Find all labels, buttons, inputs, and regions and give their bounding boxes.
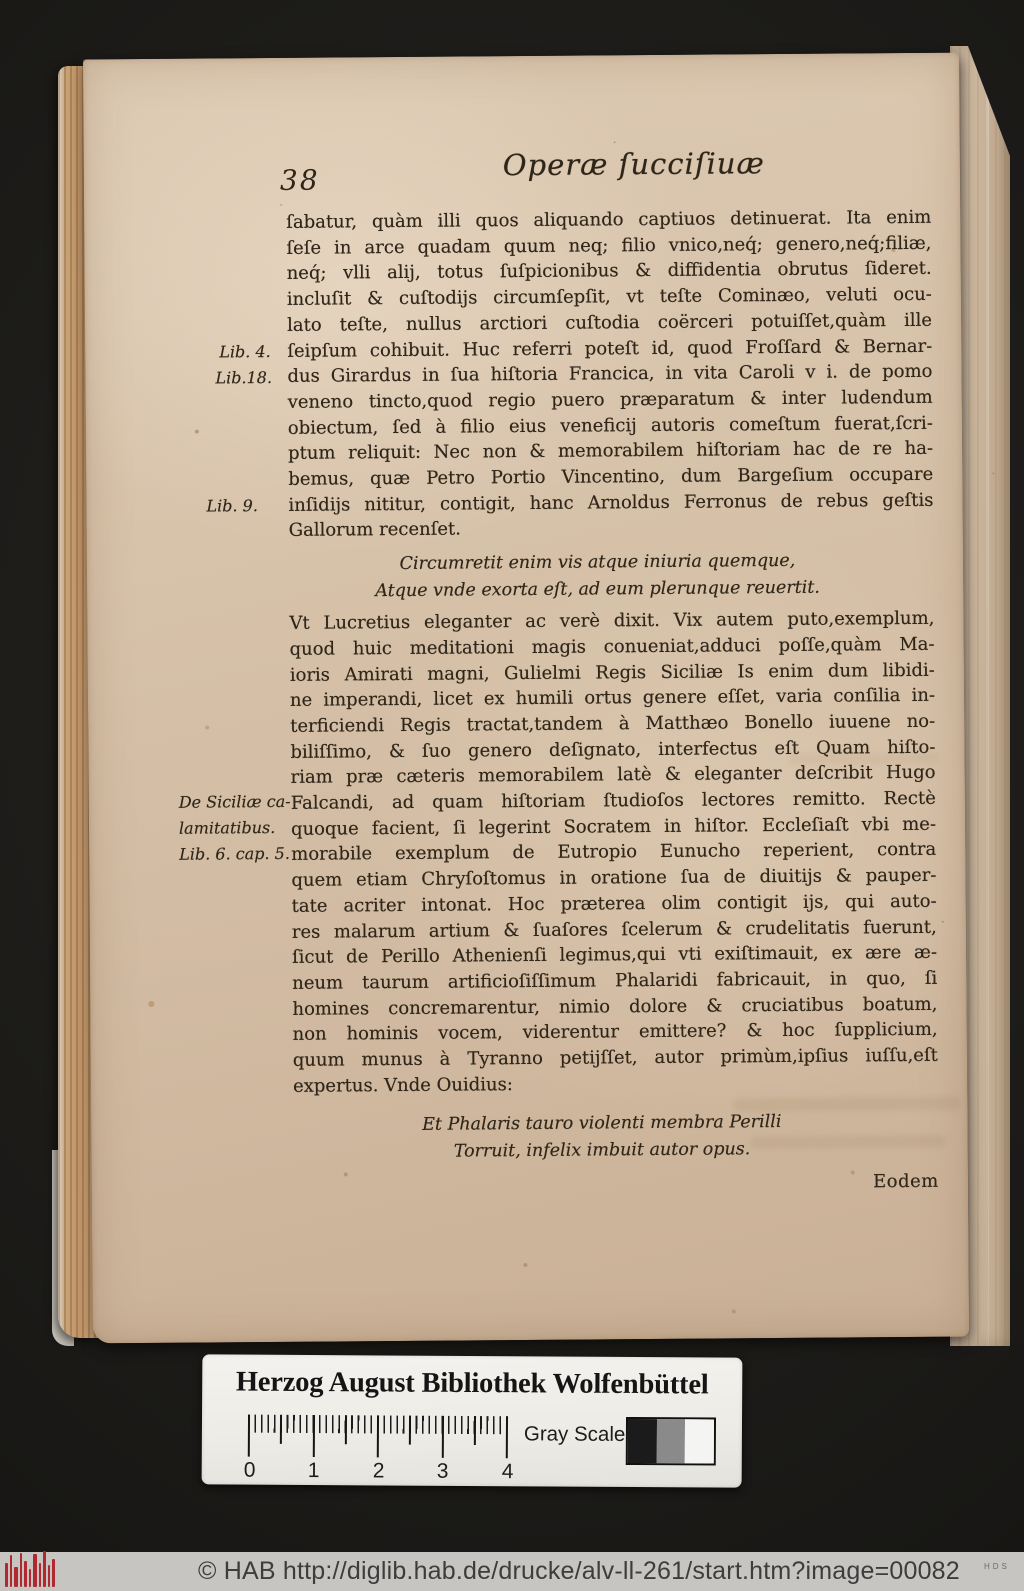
- body-line: ioris Amirati magni, Gulielmi Regis Siciliæ Is enim dum libidi-: [289, 659, 935, 686]
- ruler-number: 3: [436, 1459, 449, 1483]
- ruler-half-tick: [409, 1416, 411, 1445]
- ruler-number: 2: [372, 1459, 385, 1483]
- body-line: ptum reliquit: Nec non & memorabilem hiſtoriam hac de re ha-: [287, 438, 934, 465]
- copyright-strip: [0, 1552, 1024, 1591]
- ruler-half-tick: [474, 1416, 476, 1445]
- ruler-major-tick: [377, 1415, 380, 1457]
- margin-note-lib9: Lib. 9.: [206, 496, 258, 516]
- body-line: ſabatur, quàm illi quos aliquando captiuos detinuerat. Ita enim: [286, 206, 932, 233]
- gray-scale-black: [628, 1419, 657, 1463]
- body-line: ſeipſum cohibuit. Huc referri poteſt id, quod Froſſard & Bernar-: [287, 335, 933, 362]
- body-line: quum munus à Tyranno petijſſet, autor primùm,ipſius iuſſu,eſt: [292, 1044, 938, 1071]
- body-line: bemus, quæ Petro Portio Vincentino, dum Bargeſium occupare: [288, 463, 934, 490]
- running-title: Operæ ſucciſiuæ: [502, 146, 765, 183]
- catchword: Eodem: [872, 1170, 939, 1192]
- body-line: res malarum artium & ſuaſores ſcelerum & crudelitatis fuerunt,: [291, 916, 937, 943]
- body-line: neq́; vlli alij, totus ſuſpicionibus & diffidentia obrutus ſideret.: [286, 258, 932, 285]
- body-text: [286, 205, 939, 1199]
- body-text-continued: [289, 606, 938, 1099]
- margin-note-line: De Siciliæ ca-: [178, 791, 291, 812]
- gray-scale-patch: [626, 1417, 716, 1466]
- body-line: quem etiam Chryſoſtomus in oratione ſua de diuitijs & pauper-: [291, 864, 937, 892]
- body-line: Falcandi, ad quam hiſtoriam ſtudioſos lectores remitto. Rectè: [290, 787, 936, 814]
- library-label: [202, 1354, 743, 1487]
- gray-scale-mid: [656, 1419, 685, 1463]
- body-line: incluſit & cuſtodijs circumſepſit, vt teſte Cominæo, veluti ocu-: [286, 283, 932, 310]
- gray-scale-label: Gray Scale: [523, 1422, 626, 1446]
- body-line: tate acriter intonat. Hoc præterea olim contigit ijs, qui auto-: [291, 890, 937, 917]
- library-name: Herzog August Bibliothek Wolfenbüttel: [235, 1366, 709, 1401]
- margin-note-lib4: Lib. 4.: [219, 341, 271, 362]
- body-line: ſeſe in arce quadam quum neq; filio vnico,neq́; genero,neq́;filiæ,: [286, 232, 932, 259]
- ruler-number: 0: [243, 1458, 256, 1482]
- margin-note-line: lamitatibus.: [178, 817, 276, 838]
- ruler-major-tick: [441, 1416, 444, 1458]
- margin-note-de-siciliae: [179, 789, 291, 868]
- ruler-major-tick: [248, 1415, 251, 1457]
- body-line: veneno tincto,quod regio puero præparatum & inter ludendum: [287, 386, 933, 413]
- body-line: terficiendi Regis tractat,tandem à Matthæo Bonello iuuene no-: [290, 710, 936, 737]
- ruler-number: 1: [307, 1458, 320, 1483]
- verse-quotation-lucretius: [275, 547, 920, 606]
- body-line: riam præ cæteris memorabilem latè & eleganter deſcribit Hugo: [290, 762, 936, 789]
- color-calibration-mark: [5, 1549, 57, 1589]
- body-line: obiectum, ſed à filio eius veneficij autoris comeſtum fuerat,ſcri-: [287, 412, 933, 439]
- copyright-url-text: © HAB http://diglib.hab.de/drucke/alv-ll-261/start.htm?image=00082: [198, 1557, 960, 1585]
- body-line: morabile exemplum de Eutropio Eunucho reperient, contra: [291, 839, 937, 866]
- body-line: lato teſte, nullus arctiori cuſtodia coërceri potuiſſet,quàm ille: [286, 309, 933, 336]
- ruler-major-tick: [506, 1416, 509, 1458]
- body-line: quoque facient, ſi legerint Socratem in hiſtor. Eccleſiaſt vbi me-: [290, 813, 937, 840]
- verse-line: Et Phalaris tauro violenti membra Perilli: [422, 1111, 782, 1135]
- body-line: expertus. Vnde Ouidius:: [292, 1073, 513, 1097]
- scanned-book-page: [83, 53, 969, 1344]
- verse-quotation-ovid: [279, 1107, 924, 1166]
- body-line: Gallorum recenſet.: [288, 518, 462, 542]
- gray-scale-white: [685, 1419, 714, 1463]
- page-seam: [986, 46, 989, 1346]
- body-line: neum taurum artificioſiſſimum Phalaridi fabricauit, in quo, ſi: [292, 967, 938, 994]
- margin-note-lib18: Lib.18.: [215, 367, 273, 388]
- body-line: non hominis vocem, viderentur emittere? & hoc ſupplicium,: [292, 1019, 938, 1046]
- body-line: inſidijs nititur, contigit, hanc Arnoldus Ferronus de rebus geſtis: [288, 489, 934, 516]
- verse-line: Circumretit enim vis atque iniuria quemque,: [399, 551, 796, 575]
- body-line: biliſſimo, & ſuo genero deſignato, interfectus eſt Quam hiſto-: [290, 736, 936, 763]
- cm-ruler: [243, 1415, 514, 1484]
- ruler-half-tick: [280, 1415, 282, 1444]
- body-line: quod huic meditationi magis conueniat,adduci poſſe,quàm Ma-: [289, 633, 935, 660]
- ruler-number: 4: [501, 1460, 514, 1484]
- ruler-major-tick: [312, 1415, 315, 1457]
- verse-line: Torruit, infelix imbuit autor opus.: [453, 1138, 751, 1162]
- ruler-half-tick: [345, 1415, 347, 1444]
- body-line: Vt Lucretius eleganter ac verè dixit. Vix autem puto,exemplum,: [289, 607, 935, 634]
- body-line: dus Girardus in ſua hiſtoria Francica, in vita Caroli v i. de pomo: [287, 361, 933, 388]
- paper-specks: [83, 59, 85, 61]
- page-number: 38: [279, 163, 320, 197]
- body-line: ſicut de Perillo Athenienſi legimus,qui vti exiſtimauit, ex ære æ-: [291, 942, 938, 969]
- body-line: homines concremarentur, nimio dolore & cruciatibus boatum,: [292, 993, 938, 1020]
- margin-note-line: Lib. 6. cap. 5.: [179, 843, 290, 864]
- footer-right-mark: HDS: [984, 1562, 1010, 1571]
- body-line: ne imperandi, licet ex humili ortus genere eſſet, varia conſilia in-: [289, 685, 936, 712]
- verse-line: Atque vnde exorta eſt, ad eum plerunque reuertit.: [375, 577, 821, 602]
